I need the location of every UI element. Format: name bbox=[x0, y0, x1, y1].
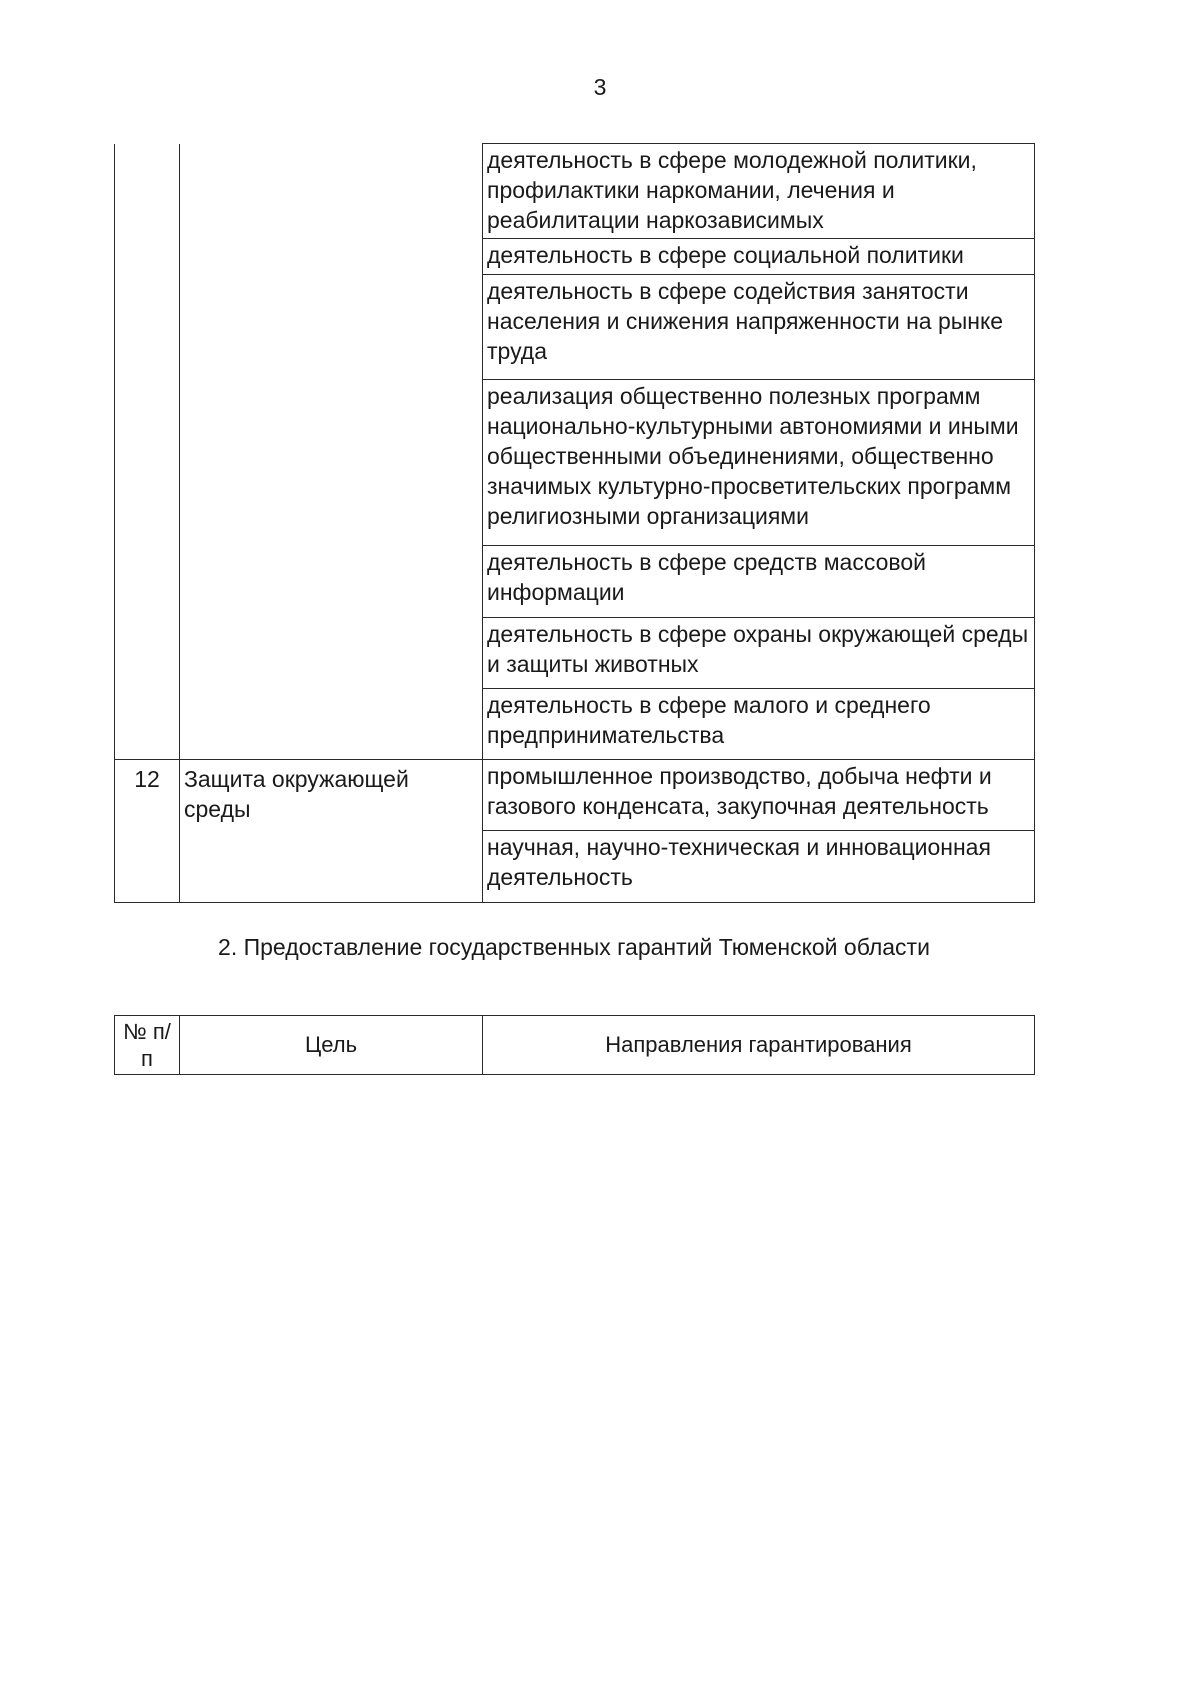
table-header-row bbox=[115, 1016, 1035, 1075]
column-header-num: № п/п bbox=[115, 1016, 180, 1075]
direction-cell: промышленное производство, добыча нефти и газового конденсата, закупочная деятельность bbox=[483, 760, 1035, 831]
direction-cell: деятельность в сфере охраны окружающей среды и защиты животных bbox=[483, 618, 1035, 689]
direction-cell: реализация общественно полезных программ национально-культурными автономиями и иными общественными объединениями, общественно значимых культурно-просветительских программ религиозными организациями bbox=[487, 383, 1019, 529]
direction-cell: деятельность в сфере молодежной политики, профилактики наркомании, лечения и реабилитации наркозависимых bbox=[483, 144, 1035, 239]
goal-cell: Защита окружающей среды bbox=[180, 760, 483, 903]
direction-cell: научная, научно-техническая и инновационная деятельность bbox=[483, 831, 1035, 903]
table-row bbox=[115, 144, 1035, 239]
direction-cell: деятельность в сфере малого и среднего предпринимательства bbox=[483, 689, 1035, 760]
section-heading: 2. Предоставление государственных гарантий Тюменской области bbox=[218, 934, 930, 960]
goal-cell bbox=[180, 144, 483, 760]
row-number-cell bbox=[115, 144, 180, 760]
table-row bbox=[115, 760, 1035, 831]
continued-table bbox=[114, 143, 1035, 903]
column-header-directions: Направления гарантирования bbox=[483, 1016, 1035, 1075]
row-number-cell: 12 bbox=[115, 760, 180, 903]
page-number: 3 bbox=[593, 74, 607, 100]
direction-cell: деятельность в сфере средств массовой информации bbox=[483, 546, 1035, 618]
guarantees-table bbox=[114, 1015, 1035, 1075]
direction-cell: деятельность в сфере содействия занятости населения и снижения напряженности на рынке труда bbox=[483, 275, 1035, 380]
direction-cell: деятельность в сфере социальной политики bbox=[483, 239, 1035, 275]
column-header-goal: Цель bbox=[180, 1016, 483, 1075]
